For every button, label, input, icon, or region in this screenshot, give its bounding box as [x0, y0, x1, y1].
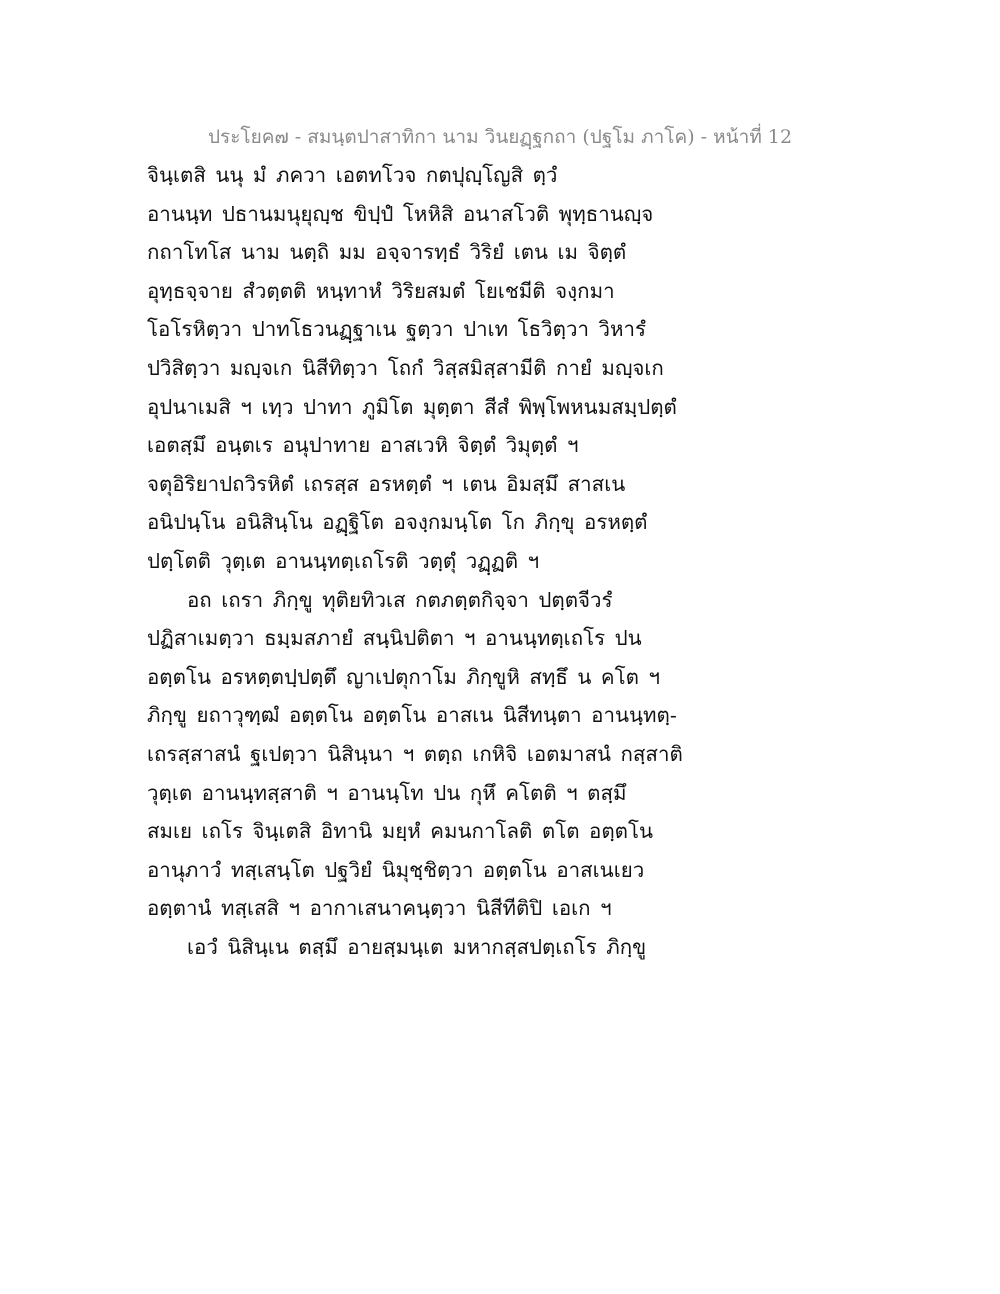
text-line: ภิกฺขู ยถาวุฑฺฒํ อตฺตโน อตฺตโน อาสเน นิสีทนฺตา อานนฺทตฺ-	[147, 703, 677, 728]
page-header: ประโยค๗ - สมนฺตปาสาทิกา นาม วินยฏฺฐกถา (ปฐโม ภาโค) - หน้าที่ 12	[207, 126, 793, 148]
paragraph-start-line: เอวํ นิสินฺเน ตสฺมึ อายสฺมนฺเต มหากสฺสปตฺเถโร ภิกฺขู	[187, 934, 647, 959]
text-line: อุปนาเมสิ ฯ เทฺว ปาทา ภูมิโต มุตฺตา สีสํ พิพฺโพหนมสมฺปตฺตํ	[147, 394, 677, 419]
text-line: สมเย เถโร จินฺเตสิ อิทานิ มยฺหํ คมนกาโลติ ตโต อตฺตโน	[147, 819, 653, 844]
text-line: อนิปนฺโน อนิสินฺโน อฏฺฐิโต อจงฺกมนฺโต โก ภิกฺขุ อรหตฺตํ	[147, 510, 648, 535]
text-line: โอโรหิตฺวา ปาทโธวนฏฺฐาเน ฐตฺวา ปาเท โธวิตฺวา วิหารํ	[147, 317, 647, 342]
paragraph-start-line: อถ เถรา ภิกฺขู ทุติยทิวเส กตภตฺตกิจฺจา ปตฺตจีวรํ	[187, 587, 613, 612]
text-line: กถาโทโส นาม นตฺถิ มม อจฺจารทฺธํ วิริยํ เตน เม จิตฺตํ	[147, 240, 627, 265]
text-line: วุตฺเต อานนฺทสฺสาติ ฯ อานนฺโท ปน กุหึ คโตติ ฯ ตสฺมึ	[147, 780, 627, 805]
text-line: เถรสฺสาสนํ ฐเปตฺวา นิสินฺนา ฯ ตตฺถ เกหิจิ เอตมาสนํ กสฺสาติ	[147, 741, 683, 766]
text-line: ปตฺโตติ วุตฺเต อานนฺทตฺเถโรติ วตฺตุํ วฏฺฏติ ฯ	[147, 548, 540, 573]
text-line: ปวิสิตฺวา มญฺจเก นิสีทิตฺวา โถกํ วิสฺสมิสฺสามีติ กายํ มญฺจเก	[147, 355, 664, 380]
text-line: อตฺตานํ ทสฺเสสิ ฯ อากาเสนาคนฺตฺวา นิสีทีติปิ เอเก ฯ	[147, 896, 612, 921]
text-line: ปฏิสาเมตฺวา ธมฺมสภายํ สนฺนิปติตา ฯ อานนฺทตฺเถโร ปน	[147, 626, 642, 651]
text-line: อตฺตโน อรหตฺตปฺปตฺตึ ญาเปตุกาโม ภิกฺขูหิ สทฺธึ น คโต ฯ	[147, 664, 660, 689]
text-line: อุทฺธจฺจาย สํวตฺตติ หนฺทาหํ วิริยสมตํ โยเชมีติ จงฺกมา	[147, 278, 615, 303]
body-text	[147, 156, 867, 966]
text-line: จตุอิริยาปถวิรหิตํ เถรสฺส อรหตฺตํ ฯ เตน อิมสฺมึ สาสเน	[147, 471, 626, 496]
text-line: จินฺเตสิ นนุ มํ ภควา เอตทโวจ กตปุญฺโญสิ ตฺวํ	[147, 163, 558, 187]
text-line: อานนฺท ปธานมนุยุญฺช ขิปฺปํ โหหิสิ อนาสโวติ พุทฺธานญฺจ	[147, 201, 654, 226]
text-line: อานุภาวํ ทสฺเสนฺโต ปฐวิยํ นิมุชฺชิตฺวา อตฺตโน อาสเนเยว	[147, 857, 645, 882]
text-line: เอตสฺมึ อนฺตเร อนุปาทาย อาสเวหิ จิตฺตํ วิมุตฺตํ ฯ	[147, 433, 579, 458]
